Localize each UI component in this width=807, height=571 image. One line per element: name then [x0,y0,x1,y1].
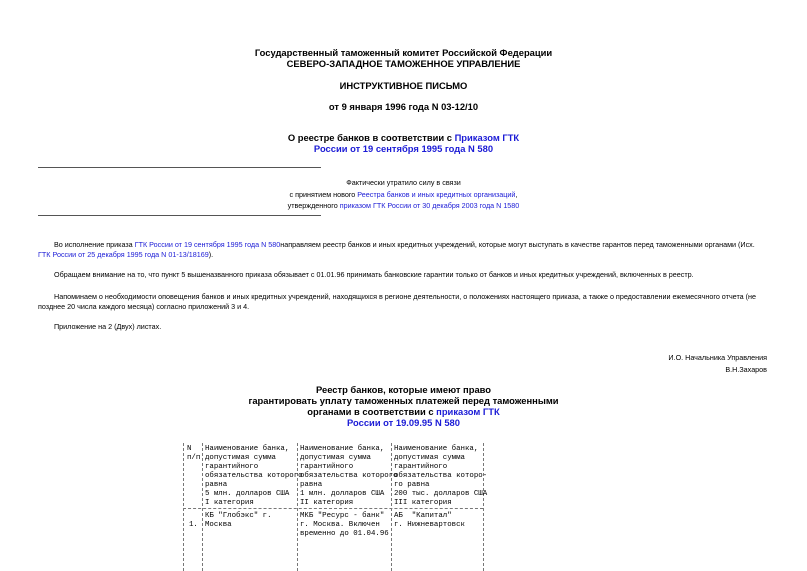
col-number-header-2: п/п [187,454,201,462]
appendix-title-line1: Реестр банков, которые имеют право [315,384,492,395]
order-580-link[interactable]: ГТК России от 19 сентября 1995 года N 580 [134,240,281,249]
table-cell-bank-ii: г. Москва. Включен [300,521,380,529]
subject-link-order-date[interactable]: России от 19 сентября 1995 года N 580 [313,143,494,154]
table-cell-bank-i: КБ "Глобэкс" г. [205,512,272,520]
col-number-header-1: N [187,445,192,453]
document-type: ИНСТРУКТИВНОЕ ПИСЬМО [339,80,468,91]
letter-18169-link[interactable]: ГТК России от 25 декабря 1995 года N 01-13/18169 [38,249,209,259]
col3-header: III категория [394,499,452,507]
p1-middle: направляем реестр банков и иных кредитных учреждений, которые могут выступать в качестве гарантов перед таможенными органами (Исх. [280,240,755,249]
paragraph-4: Приложение на 2 (Двух) листах. [54,322,162,331]
committee-name: Государственный таможенный комитет Российской Федерации [254,47,553,58]
p1-suffix: ). [208,249,214,259]
table-col-divider-1 [202,443,203,571]
table-row-number: 1. [189,521,198,529]
p1-prefix: Во исполнение приказа [54,240,135,249]
signature-title: И.О. Начальника Управления [668,353,767,362]
appendix-order-date-link[interactable]: России от 19.09.95 N 580 [347,417,460,428]
table-cell-bank-iii: АБ "Капитал" [394,512,452,520]
registry-link[interactable]: Реестра банков и иных кредитных организаций [357,190,516,199]
col2-header: равна [300,481,323,489]
table-cell-bank-i: Москва [205,521,232,529]
paragraph-3: Напоминаем о необходимости оповещения банков и иных кредитных учреждений, находящихся в регионе деятельности, о положениях настоящего приказа, а также о предоставлении ежемесячного отчета (не позднее 20 числа каждого месяца) согласно приложений 3 и 4. [38,292,757,311]
col2-header: допустимая сумма [300,454,371,462]
col1-header: обязательства которого [205,472,303,480]
col3-header: Наименование банка, [394,445,479,453]
col2-header: обязательства которого [300,472,398,480]
department-name: СЕВЕРО-ЗАПАДНОЕ ТАМОЖЕННОЕ УПРАВЛЕНИЕ [286,58,521,69]
subject-link-order[interactable]: Приказом ГТК [454,132,520,143]
document-subject [0,132,807,143]
col3-header: 200 тыс. долларов США [394,490,488,498]
status-note-prefix: с принятием нового [289,190,358,199]
table-cell-bank-iii: г. Нижневартовск [394,521,465,529]
status-note-line2 [0,190,807,200]
appendix-order-link[interactable]: приказом ГТК [436,406,500,417]
appendix-prefix: органами в соответствии с [307,406,437,417]
col1-header: Наименование банка, [205,445,290,453]
table-cell-bank-ii: МКБ "Ресурс - банк" [300,512,385,520]
table-col-divider-3 [391,443,392,571]
table-border-left [183,443,184,571]
col3-header: обязательства которо- [394,472,488,480]
divider-top [38,167,321,168]
paragraph-1 [38,240,768,259]
divider-bottom [38,215,321,216]
col1-header: гарантийного [205,463,259,471]
col3-header: гарантийного [394,463,448,471]
status-note-line1: Фактически утратило силу в связи [346,178,461,187]
status-note-line3 [0,201,807,211]
col1-header: равна [205,481,228,489]
table-border-right [483,443,484,571]
col3-header: го равна [394,481,430,489]
status-note-approved: утвержденного [287,201,340,210]
col2-header: гарантийного [300,463,354,471]
status-note-comma: , [515,190,518,199]
order-1580-link[interactable]: приказом ГТК России от 30 декабря 2003 года N 1580 [339,201,520,210]
col2-header: 1 млн. долларов США [300,490,385,498]
subject-prefix: О реестре банков в соответствии с [287,132,455,143]
col1-header: I категория [205,499,254,507]
appendix-title-line3 [0,406,807,417]
document-date-number: от 9 января 1996 года N 03-12/10 [328,101,479,112]
col1-header: 5 млн. долларов США [205,490,290,498]
col2-header: Наименование банка, [300,445,385,453]
col2-header: II категория [300,499,354,507]
table-cell-bank-ii: временно до 01.04.96 [300,530,389,538]
paragraph-2: Обращаем внимание на то, что пункт 5 вышеназванного приказа обязывает с 01.01.96 принимать банковские гарантии только от банков и иных кредитных учреждений, включенных в реестр. [54,270,694,279]
col3-header: допустимая сумма [394,454,465,462]
appendix-title-line2: гарантировать уплату таможенных платежей перед таможенными [248,395,559,406]
col1-header: допустимая сумма [205,454,276,462]
signature-name: В.Н.Захаров [725,365,767,374]
table-col-divider-2 [297,443,298,571]
